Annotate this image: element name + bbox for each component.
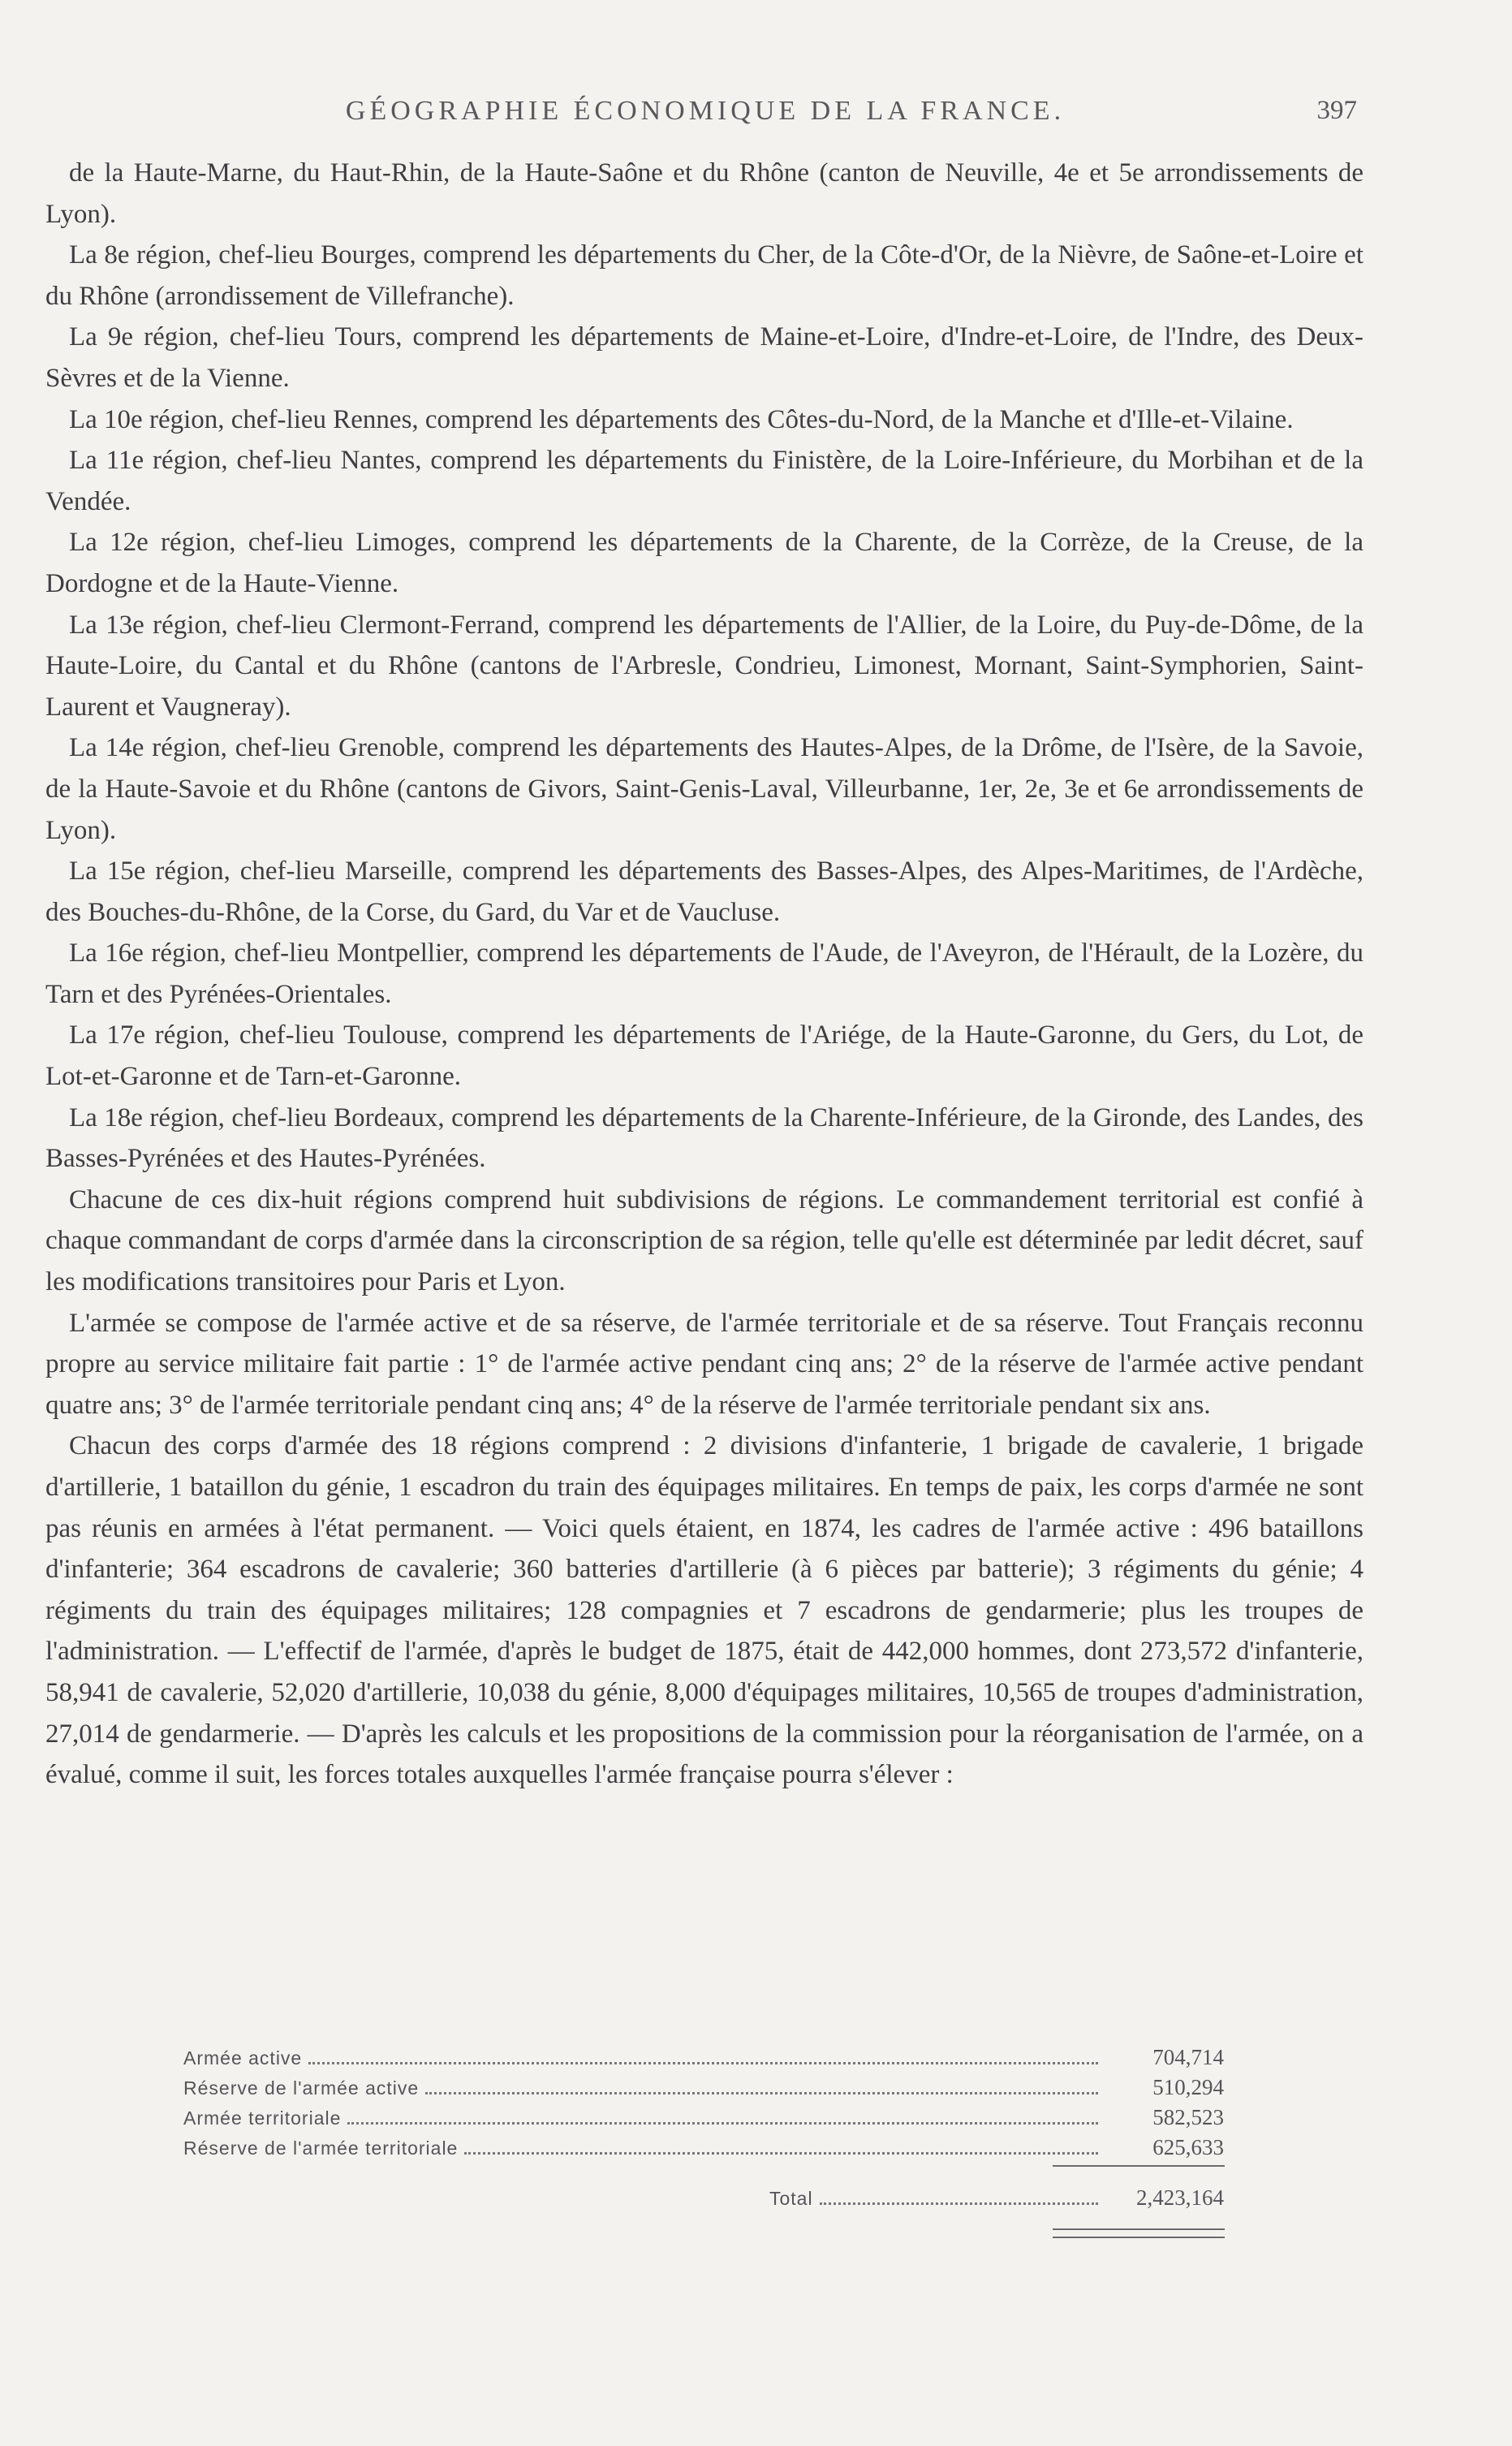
summary-label: Armée active: [183, 2047, 303, 2069]
summary-value: 582,523: [1152, 2105, 1224, 2129]
paragraph-region-9: La 9e région, chef-lieu Tours, comprend les départements de Maine-et-Loire, d'Indre-et-Loire, de l'Indre, des Deux-Sèvres et de la Vienne.: [45, 322, 1363, 393]
summary-value: 625,633: [1152, 2135, 1224, 2159]
paragraph-region-12: La 12e région, chef-lieu Limoges, comprend les départements de la Charente, de la Corrèze, de la Creuse, de la Dordogne et de la Haute-Vienne.: [45, 528, 1363, 598]
dot-leader: [308, 2062, 1098, 2064]
paragraph-region-10: La 10e région, chef-lieu Rennes, comprend les départements des Côtes-du-Nord, de la Manche et d'Ille-et-Vilaine.: [69, 404, 1294, 434]
dot-leader: [347, 2122, 1098, 2125]
page-header: [54, 96, 1357, 133]
total-row: [769, 2185, 1224, 2215]
paragraph-army-composition: L'armée se compose de l'armée active et de sa réserve, de l'armée territoriale et de sa réserve. Tout Français reconnu propre au service militaire fait partie : 1° de l'armée active pendant cinq ans; 2° de la réserve de l'armée active pendant quatre ans; 3° de l'armée territoriale pendant cinq ans; 4° de la réserve de l'armée territoriale pendant six ans.: [45, 1308, 1363, 1420]
paragraph-region-17: La 17e région, chef-lieu Toulouse, comprend les départements de l'Ariége, de la Haute-Garonne, du Gers, du Lot, de Lot-et-Garonne et de Tarn-et-Garonne.: [45, 1020, 1363, 1092]
paragraph-subdivisions: Chacune de ces dix-huit régions comprend huit subdivisions de régions. Le commandement territorial est confié à chaque commandant de corps d'armée dans la circonscription de sa région, telle qu'elle est déterminée par ledit décret, sauf les modifications transitoires pour Paris et Lyon.: [45, 1184, 1363, 1297]
summary-row: [183, 2045, 1224, 2075]
running-title: GÉOGRAPHIE ÉCONOMIQUE DE LA FRANCE.: [345, 96, 1066, 126]
paragraph-region-16: La 16e région, chef-lieu Montpellier, comprend les départements de l'Aude, de l'Aveyron, de l'Hérault, de la Lozère, du Tarn et des Pyrénées-Orientales.: [45, 938, 1363, 1009]
page-number: 397: [1316, 96, 1357, 125]
paragraph-region-13: La 13e région, chef-lieu Clermont-Ferrand, comprend les départements de l'Allier, de la Loire, du Puy-de-Dôme, de la Haute-Loire, du Cantal et du Rhône (cantons de l'Arbresle, Condrieu, Limonest, Mornant, Saint-Symphorien, Saint-Laurent et Vaugneray).: [45, 610, 1363, 722]
paragraph-region-11: La 11e région, chef-lieu Nantes, comprend les départements du Finistère, de la Loire-Inférieure, du Morbihan et de la Vendée.: [45, 446, 1363, 516]
paragraph-region-18: La 18e région, chef-lieu Bordeaux, comprend les départements de la Charente-Inférieure, de la Gironde, des Landes, des Basses-Pyrénées et des Hautes-Pyrénées.: [45, 1102, 1363, 1174]
total-value: 2,423,164: [1136, 2185, 1224, 2210]
summary-value: 510,294: [1152, 2075, 1224, 2099]
total-label: Total: [769, 2188, 813, 2209]
forces-summary-table: [183, 2045, 1224, 2165]
summary-value: 704,714: [1152, 2045, 1224, 2069]
body-text: [45, 153, 1363, 1796]
paragraph-region-8: La 8e région, chef-lieu Bourges, comprend les départements du Cher, de la Côte-d'Or, de la Nièvre, de Saône-et-Loire et du Rhône (arrondissement de Villefranche).: [45, 240, 1363, 311]
paragraph-army-corps: Chacun des corps d'armée des 18 régions comprend : 2 divisions d'infanterie, 1 brigade de cavalerie, 1 brigade d'artillerie, 1 bataillon du génie, 1 escadron du train des équipages militaires. En temps de paix, les corps d'armée ne sont pas réunis en armées à l'état permanent. — Voici quels étaient, en 1874, les cadres de l'armée active : 496 bataillons d'infanterie; 364 escadrons de cavalerie; 360 batteries d'artillerie (à 6 pièces par batterie); 3 régiments du génie; 4 régiments du train des équipages militaires; 128 compagnies et 7 escadrons de gendarmerie; plus les troupes de l'administration. — L'effectif de l'armée, d'après le budget de 1875, était de 442,000 hommes, dont 273,572 d'infanterie, 58,941 de cavalerie, 52,020 d'artillerie, 10,038 du génie, 8,000 d'équipages militaires, 10,565 de troupes d'administration, 27,014 de gendarmerie. — D'après les calculs et les propositions de la commission pour la réorganisation de l'armée, on a évalué, comme il suit, les forces totales auxquelles l'armée française pourra s'élever :: [45, 1431, 1363, 1790]
summary-label: Réserve de l'armée active: [183, 2077, 420, 2099]
dot-leader: [464, 2152, 1098, 2155]
summary-label: Armée territoriale: [183, 2107, 342, 2129]
dot-leader: [425, 2092, 1098, 2094]
paragraph-region-14: La 14e région, chef-lieu Grenoble, comprend les départements des Hautes-Alpes, de la Drôme, de l'Isère, de la Savoie, de la Haute-Savoie et du Rhône (cantons de Givors, Saint-Genis-Laval, Villeurbanne, 1er, 2e, 3e et 6e arrondissements de Lyon).: [45, 733, 1363, 845]
summary-row: [183, 2105, 1224, 2135]
summary-row: [183, 2135, 1224, 2165]
paragraph-region-15: La 15e région, chef-lieu Marseille, comprend les départements des Basses-Alpes, des Alpes-Maritimes, de l'Ardèche, des Bouches-du-Rhône, de la Corse, du Gard, du Var et de Vaucluse.: [45, 856, 1363, 927]
total-double-rule: [1053, 2228, 1225, 2238]
summary-row: [183, 2075, 1224, 2105]
summary-total: [769, 2185, 1224, 2215]
summary-label: Réserve de l'armée territoriale: [183, 2138, 459, 2159]
paragraph-continuation: de la Haute-Marne, du Haut-Rhin, de la Haute-Saône et du Rhône (canton de Neuville, 4e et 5e arrondissements de Lyon).: [45, 158, 1363, 229]
dot-leader: [820, 2202, 1098, 2205]
sum-rule: [1053, 2165, 1225, 2167]
